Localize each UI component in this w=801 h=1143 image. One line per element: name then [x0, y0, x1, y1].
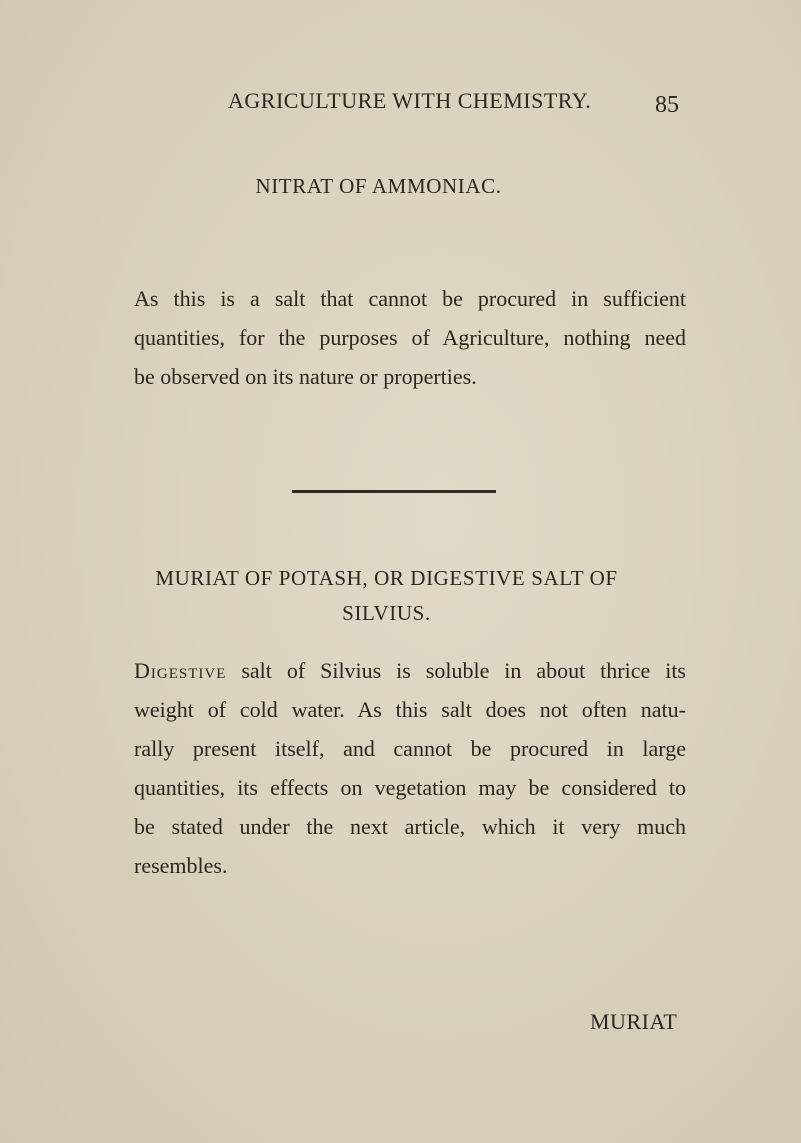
section-heading-muriat-cont: SILVIUS. — [342, 601, 431, 625]
text-line: resembles. — [134, 853, 228, 878]
section-heading-nitrat: NITRAT OF AMMONIAC. — [255, 174, 502, 198]
text-line — [134, 651, 686, 690]
drop-word: Digestive — [134, 658, 227, 683]
section-divider-rule — [292, 490, 496, 493]
text-line: quantities, for the purposes of Agriculture, nothing need — [134, 325, 686, 350]
text-line: rally present itself, and cannot be procured in large — [134, 736, 686, 761]
text-line: As this is a salt that cannot be procured in sufficient — [134, 286, 686, 311]
catchword: MURIAT — [590, 1009, 678, 1034]
text-line: weight of cold water. As this salt does not often natu- — [134, 697, 686, 722]
text-line-rest: salt of Silvius is soluble in about thrice its — [226, 658, 686, 683]
text-line: be stated under the next article, which it very much — [134, 814, 686, 839]
text-line: quantities, its effects on vegetation may be considered to — [134, 775, 686, 800]
page-number: 85 — [655, 92, 679, 118]
section-heading-muriat: MURIAT OF POTASH, OR DIGESTIVE SALT OF — [155, 566, 618, 590]
paragraph-muriat — [134, 651, 686, 885]
text-line: be observed on its nature or properties. — [134, 364, 477, 389]
paragraph-nitrat — [134, 279, 686, 396]
running-head: AGRICULTURE WITH CHEMISTRY. — [228, 88, 592, 113]
